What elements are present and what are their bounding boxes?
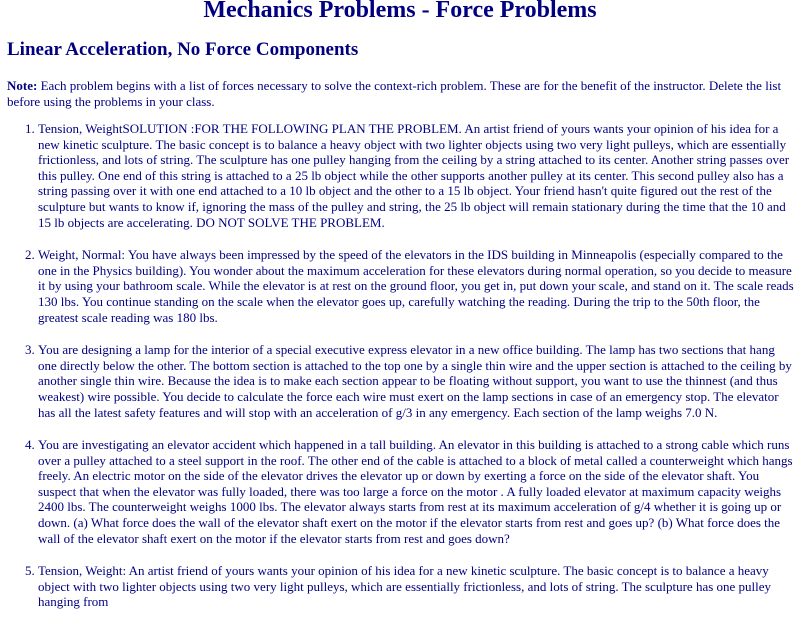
page-title: Mechanics Problems - Force Problems <box>203 0 597 23</box>
problem-item: 4. You are investigating an elevator accident which happened in a tall building. An elevator in this building is attached to a strong cable which runs over a pulley attached to a steel support in the roof. The other end of the cable is attached to a block of metal called a counterweight which hangs freely. An electric motor on the side of the elevator drives the elevator up or down by exerting a force on the side of the elevator shaft. You suspect that when the elevator was fully loaded, there was too large a force on the motor . A fully loaded elevator at maximum capacity weighs 2400 lbs. The counterweight weighs 1000 lbs. The elevator always starts from rest at its maximum acceleration of g/4 whether it is going up or down. (a) What force does the wall of the elevator shaft exert on the motor if the elevator starts from rest and goes up? (b) What force does the wall of the elevator shaft exert on the motor if the elevator starts from rest and goes down? <box>38 437 795 546</box>
instructor-note <box>7 78 797 109</box>
problem-item: 5. Tension, Weight: An artist friend of yours wants your opinion of his idea for a new kinetic sculpture. The basic concept is to balance a heavy object with two lighter objects using two very light pulleys, which are essentially frictionless, and lots of string. The sculpture has one pulley hanging from <box>38 563 795 610</box>
problem-item: 3. You are designing a lamp for the interior of a special executive express elevator in a new office building. The lamp has two sections that hang one directly below the other. The bottom section is attached to the top one by a single thin wire and the upper section is attached to the ceiling by another single thin wire. Because the idea is to make each section appear to be floating without support, you want to use the thinnest (and thus weakest) wire possible. You decide to calculate the force each wire must exert on the lamp sections in case of an emergency stop. The elevator has all the latest safety features and will stop with an acceleration of g/3 in any emergency. Each section of the lamp weighs 7.0 N. <box>38 342 795 420</box>
problem-item: 1. Tension, WeightSOLUTION :FOR THE FOLLOWING PLAN THE PROBLEM. An artist friend of yours wants your opinion of his idea for a new kinetic sculpture. The basic concept is to balance a heavy object with two lighter objects using two very light pulleys, which are essentially frictionless, and lots of string. The sculpture has one pulley hanging from the ceiling by a string attached to its center. Another string passes over this pulley. One end of this string is attached to a 25 lb object while the other supports another pulley at its center. This second pulley also has a string passing over it with one end attached to a 10 lb object and the other to a 15 lb object. Your friend hasn't quite figured out the rest of the sculpture but wants to know if, ignoring the mass of the pulley and string, the 25 lb object will remain stationary during the time that the 10 and 15 lb objects are accelerating. DO NOT SOLVE THE PROBLEM. <box>38 121 795 230</box>
problem-item: 2. Weight, Normal: You have always been impressed by the speed of the elevators in the IDS building in Minneapolis (especially compared to the one in the Physics building). You wonder about the maximum acceleration for these elevators during normal operation, so you decide to measure it by using your bathroom scale. While the elevator is at rest on the ground floor, you get in, put down your scale, and stand on it. The scale reads 130 lbs. You continue standing on the scale when the elevator goes up, carefully watching the reading. During the trip to the 50th floor, the greatest scale reading was 180 lbs. <box>38 247 795 325</box>
problem-list <box>0 121 795 627</box>
section-heading: Linear Acceleration, No Force Components <box>7 39 359 60</box>
note-text: Each problem begins with a list of forces necessary to solve the context-rich problem. These are for the benefit of the instructor. Delete the list before using the problems in your class. <box>7 78 782 109</box>
note-label: Note: <box>7 78 38 93</box>
